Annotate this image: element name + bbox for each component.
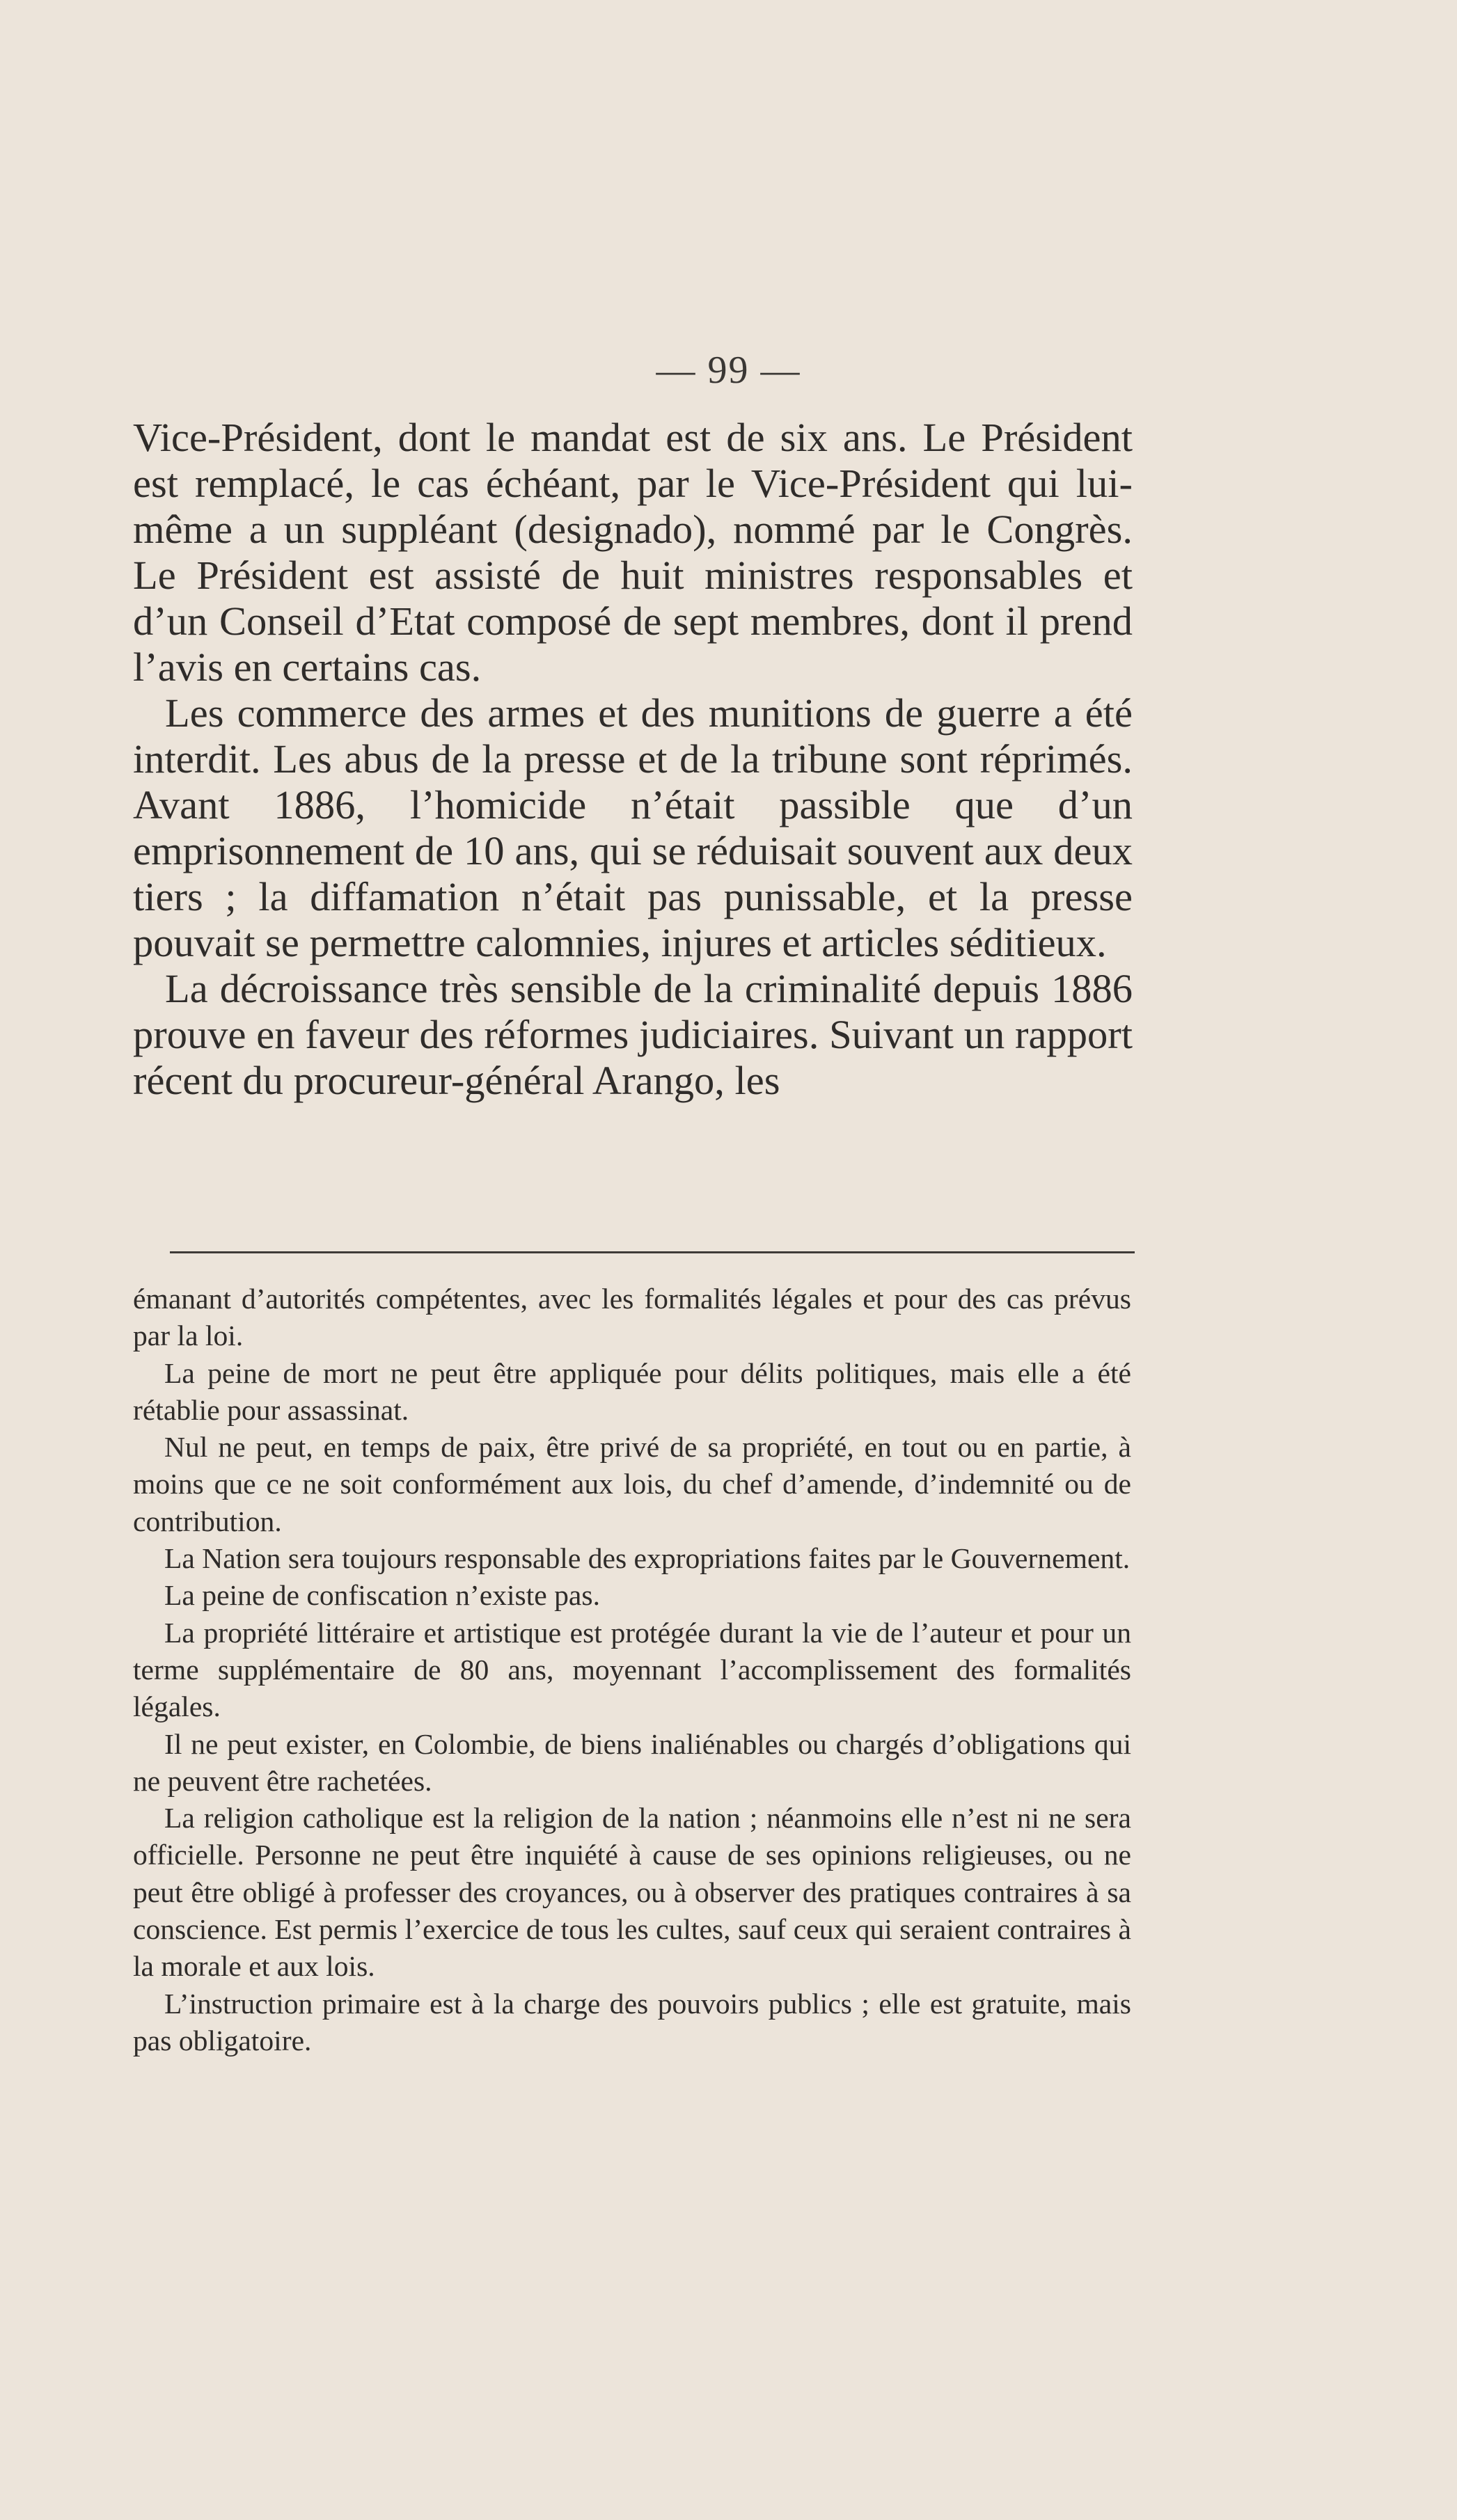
page-number: — 99 — bbox=[656, 349, 801, 392]
footnote-paragraph: Il ne peut exister, en Colombie, de biens inaliénables ou chargés d’obligations qui ne peuvent être rachetées. bbox=[133, 1727, 1131, 1797]
footnote-paragraph: La religion catholique est la religion de la nation ; néanmoins elle n’est ni ne sera officielle. Personne ne peut être inquiété à cause de ses opinions religieuses, ou ne peut être obligé à professer des croyances, ou à observer des pratiques contraires à sa conscience. Est permis l’exercice de tous les cultes, sauf ceux qui seraient contraires à la morale et aux lois. bbox=[133, 1802, 1131, 1983]
main-text bbox=[133, 415, 1133, 1104]
footnote-paragraph: L’instruction primaire est à la charge des pouvoirs publics ; elle est gratuite, mais pas obligatoire. bbox=[133, 1987, 1131, 2057]
main-paragraph: Vice-Président, dont le mandat est de six ans. Le Président est remplacé, le cas échéant, par le Vice-Président qui lui-même a un suppléant (designado), nommé par le Congrès. Le Président est assisté de huit ministres responsables et d’un Conseil d’Etat composé de sept membres, dont il prend l’avis en certains cas. bbox=[133, 415, 1133, 690]
footnote-divider bbox=[170, 1251, 1135, 1253]
footnotes bbox=[133, 1281, 1131, 2059]
footnote-paragraph: La Nation sera toujours responsable des expropriations faites par le Gouvernement. bbox=[164, 1542, 1131, 1575]
footnote-paragraph: La peine de confiscation n’existe pas. bbox=[164, 1579, 600, 1612]
footnote-paragraph: Nul ne peut, en temps de paix, être privé de sa propriété, en tout ou en partie, à moins que ce ne soit conformément aux lois, du chef d’amende, d’indemnité ou de contribution. bbox=[133, 1431, 1131, 1537]
footnote-paragraph: La propriété littéraire et artistique est protégée durant la vie de l’auteur et pour un terme supplémentaire de 80 ans, moyennant l’accomplissement des formalités légales. bbox=[133, 1616, 1131, 1723]
main-paragraph: La décroissance très sensible de la criminalité depuis 1886 prouve en faveur des réformes judiciaires. Suivant un rapport récent du procureur-général Arango, les bbox=[133, 966, 1133, 1103]
footnote-paragraph: émanant d’autorités compétentes, avec les formalités légales et pour des cas prévus par la loi. bbox=[133, 1283, 1131, 1352]
footnote-paragraph: La peine de mort ne peut être appliquée pour délits politiques, mais elle a été rétablie pour assassinat. bbox=[133, 1356, 1131, 1426]
main-paragraph: Les commerce des armes et des munitions de guerre a été interdit. Les abus de la presse et de la tribune sont réprimés. Avant 1886, l’homicide n’était passible que d’un emprisonnement de 10 ans, qui se réduisait souvent aux deux tiers ; la diffamation n’était pas punissable, et la presse pouvait se permettre calomnies, injures et articles séditieux. bbox=[133, 690, 1133, 965]
